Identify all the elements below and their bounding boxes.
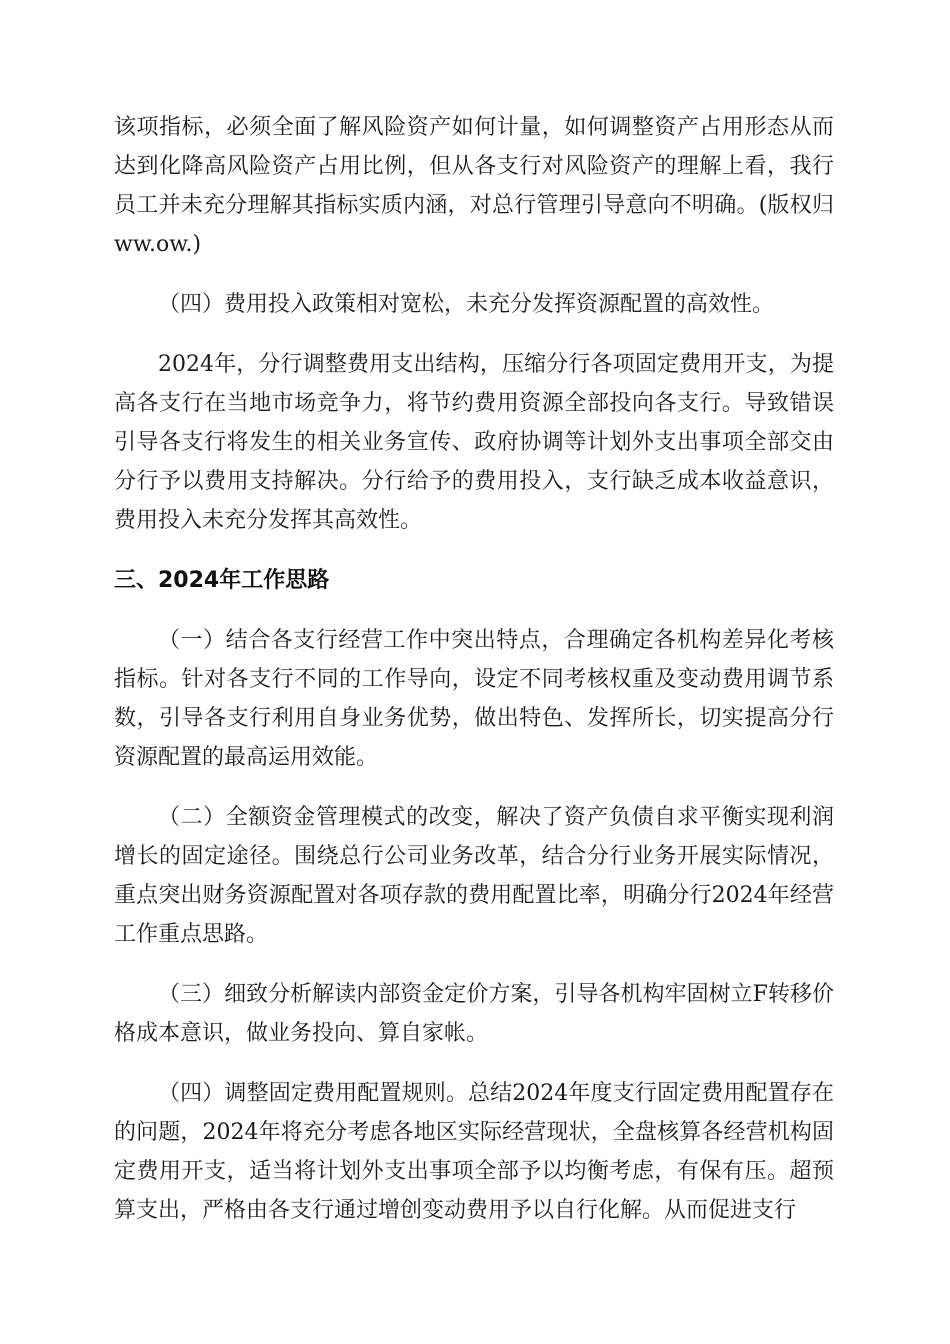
paragraph-plan-item-1: （一）结合各支行经营工作中突出特点，合理确定各机构差异化考核指标。针对各支行不同的工作导向，设定不同考核权重及变动费用调节系数，引导各支行利用自身业务优势，做出特色、发挥所长，切实提高分行资源配置的最高运用效能。 bbox=[114, 628, 834, 770]
section-heading-work-plan: 三、2024年工作思路 bbox=[114, 568, 330, 593]
paragraph-plan-item-2: （二）全额资金管理模式的改变，解决了资产负债自求平衡实现利润增长的固定途径。围绕总行公司业务改革，结合分行业务开展实际情况，重点突出财务资源配置对各项存款的费用配置比率，明确分行2024年经营工作重点思路。 bbox=[114, 805, 834, 947]
paragraph-plan-item-4: （四）调整固定费用配置规则。总结2024年度支行固定费用配置存在的问题，2024年将充分考虑各地区实际经营现状，全盘核算各经营机构固定费用开支，适当将计划外支出事项全部予以均衡考虑，有保有压。超预算支出，严格由各支行通过增创变动费用予以自行化解。从而促进支行 bbox=[114, 1081, 834, 1223]
paragraph-expense-policy-heading: （四）费用投入政策相对宽松，未充分发挥资源配置的高效性。 bbox=[158, 292, 775, 317]
paragraph-risk-assets: 该项指标，必须全面了解风险资产如何计量，如何调整资产占用形态从而达到化降高风险资产占用比例，但从各支行对风险资产的理解上看，我行员工并未充分理解其指标实质内涵，对总行管理引导意向不明确。(版权归ww.ow.) bbox=[114, 115, 834, 257]
paragraph-plan-item-3: （三）细致分析解读内部资金定价方案，引导各机构牢固树立F转移价格成本意识，做业务投向、算自家帐。 bbox=[114, 982, 834, 1046]
document-body bbox=[114, 108, 834, 1230]
paragraph-expense-structure: 2024年，分行调整费用支出结构，压缩分行各项固定费用开支，为提高各支行在当地市场竞争力，将节约费用资源全部投向各支行。导致错误引导各支行将发生的相关业务宣传、政府协调等计划外支出事项全部交由分行予以费用支持解决。分行给予的费用投入，支行缺乏成本收益意识，费用投入未充分发挥其高效性。 bbox=[114, 352, 834, 533]
